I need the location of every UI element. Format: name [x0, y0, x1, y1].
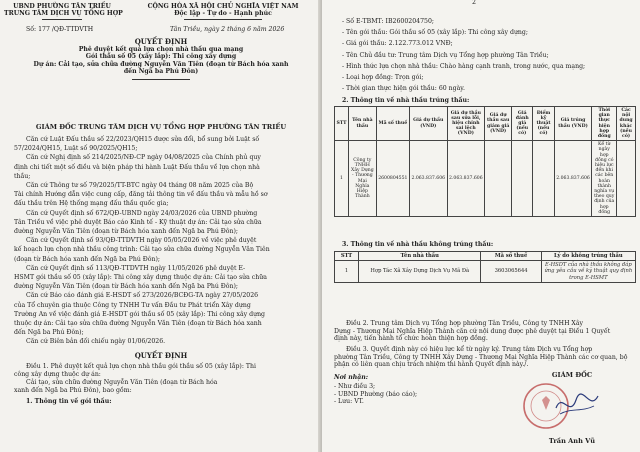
legal-basis-line: Tân Triều về việc phê duyệt Báo cáo Kinh tế - Kỹ thuật dự án: Cải tạo sửa chữa [14, 218, 262, 226]
legal-basis-line: HSMT gói thầu số 05 (xây lắp): Thi công xây dựng thuộc dự án: Cải tạo sửa chữa [14, 274, 267, 281]
legal-basis-line: kế hoạch lựa chọn nhà thầu công trình: Cải tạo sửa chữa đường Nguyễn Văn Tiên [14, 246, 270, 254]
winner-cell: 2600804551 [376, 141, 409, 217]
decision-heading: QUYẾT ĐỊNH [134, 351, 188, 360]
package-info-line: - Số E-TBMT: IB2600204750; [342, 18, 434, 25]
winner-header-cell: Điểm kỹ thuật (nếu có) [533, 107, 554, 141]
legal-basis-line: đến Ngã ba Phú Đôn); [14, 329, 84, 337]
section-3-heading: 3. Thông tin về nhà thầu không trúng thầu: [342, 241, 494, 248]
article-2-line: Dựng - Thương Mại Nghĩa Hiệp Thành căn cứ nội dung được phê duyệt tại Điều 1 Quyết [334, 327, 611, 335]
legal-basis-line: đấu thầu trên Hệ thống mạng đấu thầu quốc gia; [14, 200, 169, 208]
package-info-line: - Tên gói thầu: Gói thầu số 05 (xây lắp): Thi công xây dựng; [342, 29, 528, 37]
winner-table [334, 106, 636, 217]
loser-table-row [335, 261, 636, 283]
winner-header-cell: Tên nhà thầu [349, 107, 377, 141]
section-1-heading: 1. Thông tin về gói thầu: [26, 398, 112, 405]
legal-basis-line: Căn cứ Quyết định số 93/QĐ-TTDVTH ngày 05/05/2026 về việc phê duyệt [26, 237, 257, 245]
loser-table [334, 251, 636, 283]
legal-basis-line: Trường An về việc đánh giá E-HSDT gói thầu số 05 (xây lắp): Thi công xây dựng [14, 310, 266, 318]
legal-basis-line: (đoạn từ Bách hóa xanh đến Ngã ba Phú Đôn); [14, 255, 160, 263]
loser-cell: 1 [335, 261, 359, 283]
article-1-line-3: Cải tạo, sửa chữa đường Nguyễn Văn Tiên (đoạn từ Bách hóa [26, 379, 218, 386]
document-subtitle-2: Gói thầu số 05 (xây lắp): Thi công xây dựng [85, 53, 237, 60]
legal-basis-line: Căn cứ Quyết định số 672/QĐ-UBND ngày 24/03/2026 của UBND phường [26, 209, 258, 217]
loser-table-header [335, 252, 636, 261]
legal-basis-line: của Tổ chuyên gia thuộc Công ty TNHH Tư vấn Đầu tư Phát triển Xây dựng [14, 301, 251, 309]
article-1-line-1: Điều 1. Phê duyệt kết quả lựa chọn nhà thầu gói thầu số 05 (xây lắp): Thi [26, 363, 256, 370]
winner-cell [485, 141, 512, 217]
winner-header-cell: Giá dự thầu (VND) [409, 107, 447, 141]
winner-cell [512, 141, 533, 217]
article-3-line: phận có liên quan chịu trách nhiệm thi hành Quyết định này./. [334, 361, 529, 369]
winner-table-row [335, 141, 636, 217]
loser-header-cell: Tên nhà thầu [359, 252, 481, 261]
winner-cell: Kể từ ngày hợp đồng có hiệu lực đến khi các bên hoàn thành nghĩa vụ theo quy định của hợp đồng [592, 141, 617, 217]
agency-unit: TRUNG TÂM DỊCH VỤ TỔNG HỢP [4, 10, 123, 17]
legal-basis-line: đường Nguyễn Văn Tiên (đoạn từ Bách hóa xanh đến Ngã ba Phú Đôn); [14, 228, 239, 235]
legal-basis-line: thầu; [14, 172, 31, 180]
article-3-line: Điều 3. Quyết định này có hiệu lực kể từ ngày ký. Trung tâm Dịch vụ Tổng hợp [346, 346, 593, 353]
article-2-line: định này, tiến hành tổ chức hoàn thiện hợp đồng. [334, 335, 488, 343]
document-number: Số: 177 /QĐ-TTDVTH [26, 26, 94, 33]
legal-basis-line: đường Nguyễn Văn Tiên (đoạn từ Bách hóa xanh đến Ngã ba Phú Đôn); [14, 283, 239, 291]
article-1-line-2: công xây dựng thuộc dự án: [14, 371, 101, 378]
winner-header-cell: Giá dự thầu sau giảm giá (VND) [485, 107, 512, 141]
agency-name: UBND PHƯỜNG TÂN TRIỀU [13, 3, 111, 10]
winner-cell: Công ty TNHH Xây Dựng - Thương Mại Nghĩa Hiệp Thành [349, 141, 377, 217]
document-title: QUYẾT ĐỊNH [134, 37, 188, 46]
legal-basis-line: 57/2024/QH15, Luật số 90/2025/QH15; [14, 145, 138, 153]
winner-table-header [335, 107, 636, 141]
winner-header-cell: Thời gian thực hiện hợp đồng [592, 107, 617, 141]
article-2-line: Điều 2. Trung tâm Dịch vụ Tổng hợp phường Tân Triều, Công ty TNHH Xây [346, 320, 584, 327]
document-subtitle-1: Phê duyệt kết quả lựa chọn nhà thầu qua mạng [78, 46, 244, 53]
winner-cell: 2.063.837.606 [554, 141, 592, 217]
winner-header-cell: Giá dự thầu sau sửa lỗi, hiệu chỉnh sai lệch (VND) [447, 107, 485, 141]
motto-underline [184, 19, 262, 20]
winner-header-cell: Giá đánh giá (nếu có) [512, 107, 533, 141]
winner-header-cell: STT [335, 107, 349, 141]
package-info-line: - Loại hợp đồng: Trọn gói; [342, 74, 424, 81]
director-heading: GIÁM ĐỐC TRUNG TÂM DỊCH VỤ TỔNG HỢP PHƯỜNG TÂN TRIỀU [35, 123, 287, 131]
section-2-heading: 2. Thông tin về nhà thầu trúng thầu: [342, 97, 470, 104]
package-info-line: - Hình thức lựa chọn nhà thầu: Chào hàng cạnh tranh, trong nước, qua mạng; [342, 62, 586, 70]
winner-header-cell: Giá trúng thầu (VND) [554, 107, 592, 141]
project-line-1: Dự án: Cải tạo, sửa chữa đường Nguyễn Văn Tiên (đoạn từ Bách hóa xanh [33, 61, 289, 68]
recipient-line: - UBND Phường (báo cáo); [334, 390, 418, 398]
loser-header-cell: Mã số thuế [481, 252, 541, 261]
recipient-line: - Lưu: VT. [334, 398, 364, 406]
agency-underline [42, 19, 82, 20]
page-number: 2 [472, 0, 476, 6]
title-underline [132, 79, 190, 80]
place-date: Tân Triều, ngày 2 tháng 6 năm 2026 [170, 26, 285, 33]
package-info-line: - Thời gian thực hiện gói thầu: 60 ngày. [342, 85, 465, 93]
winner-header-cell: Các nội dung khác (nếu có) [617, 107, 636, 141]
legal-basis-line: Căn cứ Biên bản đối chiếu ngày 01/06/2026. [26, 338, 166, 346]
legal-basis-line: Căn cứ Quyết định số 113/QĐ-TTDVTH ngày 11/05/2026 phê duyệt E- [26, 264, 246, 272]
right-page [322, 0, 640, 452]
package-info-line: - Tên Chủ đầu tư: Trung tâm Dịch vụ Tổng hợp phường Tân Triều; [342, 51, 549, 59]
article-1-line-4: xanh đến Ngã ba Phú Đôn), bao gồm: [14, 387, 132, 394]
winner-header-cell: Mã số thuế [376, 107, 409, 141]
winner-cell: 2.063.837.606 [409, 141, 447, 217]
legal-basis-line: Căn cứ Luật Đấu thầu số 22/2023/QH15 được sửa đổi, bổ sung bởi Luật số [26, 136, 260, 143]
winner-cell: 2.063.837.606 [447, 141, 485, 217]
loser-cell: 3603065644 [481, 261, 541, 283]
recipient-line: - Như điều 3; [334, 383, 376, 390]
package-info-line: - Giá gói thầu: 2.122.773.012 VNĐ; [342, 40, 453, 48]
signer-name: Trần Anh Vũ [548, 437, 596, 445]
official-seal-and-signature [512, 378, 612, 434]
article-3-line: phường Tân Triều, Công ty TNHH Xây Dựng - Thương Mại Nghĩa Hiệp Thành các cơ quan, bộ [334, 353, 628, 361]
winner-cell: 1 [335, 141, 349, 217]
loser-header-cell: Lý do không trúng thầu [541, 252, 635, 261]
legal-basis-line: Căn cứ Nghị định số 214/2025/NĐ-CP ngày 04/08/2025 của Chính phủ quy [26, 154, 261, 162]
recipients-heading: Nơi nhận: [334, 374, 369, 381]
legal-basis-line: thuộc dự án: Cải tạo sửa chữa đường Nguyễn Văn Tiên (đoạn từ Bách hóa xanh [14, 320, 262, 327]
loser-cell: Hợp Tác Xã Xây Dựng Dịch Vụ Mã Đà [359, 261, 481, 283]
winner-cell [533, 141, 554, 217]
legal-basis-line: Tài chính Hướng dẫn việc cung cấp, đăng tải thông tin về đấu thầu và mẫu hồ sơ [14, 191, 268, 199]
loser-cell: E-HSDT của nhà thầu không đáp ứng yêu cầu về kỹ thuật quy định trong E-HSMT [541, 261, 635, 283]
legal-basis-line: Căn cứ Thông tư số 79/2025/TT-BTC ngày 04 tháng 08 năm 2025 của Bộ [26, 182, 254, 189]
winner-cell [617, 141, 636, 217]
national-motto: Độc lập - Tự do - Hạnh phúc [174, 10, 272, 17]
loser-header-cell: STT [335, 252, 359, 261]
legal-basis-line: Căn cứ Báo cáo đánh giá E-HSDT số 273/2026/BCĐG-TA ngày 27/05/2026 [26, 292, 259, 300]
project-line-2: đến Ngã ba Phú Đôn) [123, 68, 199, 75]
legal-basis-line: định chi tiết một số điều và biện pháp thi hành Luật Đấu thầu về lựa chọn nhà [14, 163, 260, 171]
national-title: CỘNG HÒA XÃ HỘI CHỦ NGHĨA VIỆT NAM [147, 3, 299, 10]
signer-title: GIÁM ĐỐC [551, 371, 593, 379]
